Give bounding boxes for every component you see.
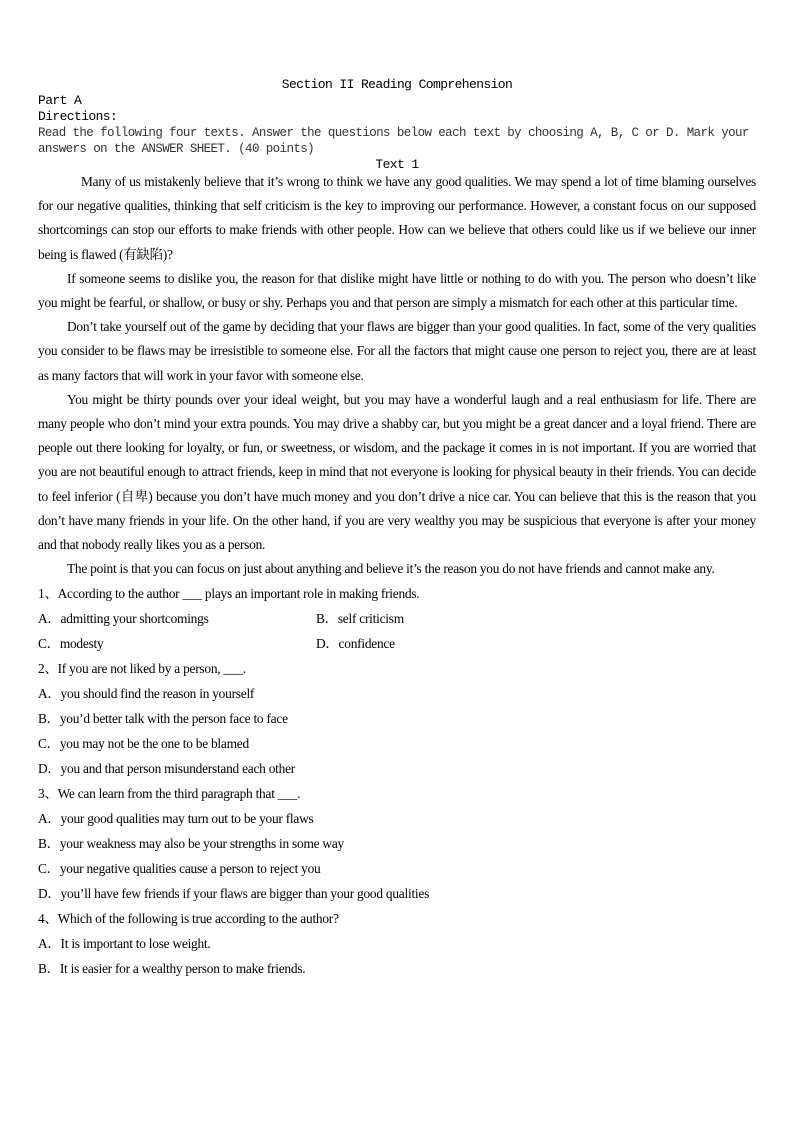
option: B．you’d better talk with the person face to face xyxy=(38,711,288,727)
paragraph: If someone seems to dislike you, the reason for that dislike might have little or nothing to do with you. The person who doesn’t like you might be fearful, or shallow, or busy or shy. Perhaps you and that person are simply a mismatch for each other at this particular time. xyxy=(38,270,756,311)
question-stem: 3、We can learn from the third paragraph that ___. xyxy=(38,786,301,802)
option: A．you should find the reason in yourself xyxy=(38,686,255,702)
document-page xyxy=(38,77,756,981)
part-label: Part A xyxy=(38,93,82,108)
directions-label: Directions: xyxy=(38,109,118,124)
paragraph: The point is that you can focus on just about anything and believe it’s the reason you do not have friends and cannot make any. xyxy=(67,561,715,577)
option: A．It is important to lose weight. xyxy=(38,936,211,952)
option: B．your weakness may also be your strengths in some way xyxy=(38,836,344,852)
text-title: Text 1 xyxy=(375,157,419,172)
option: A．your good qualities may turn out to be your flaws xyxy=(38,811,314,827)
option: C．modesty xyxy=(38,636,104,652)
option: D．you and that person misunderstand each other xyxy=(38,761,295,777)
directions-text: Read the following four texts. Answer the questions below each text by choosing A, B, C or D. Mark your answers on the ANSWER SHEET. (40 points) xyxy=(38,126,749,156)
question-stem: 2、If you are not liked by a person, ___. xyxy=(38,661,246,677)
question-stem: 1、According to the author ___ plays an important role in making friends. xyxy=(38,586,420,602)
option: B．self criticism xyxy=(316,611,404,627)
option: D．confidence xyxy=(316,636,395,652)
paragraph: Don’t take yourself out of the game by deciding that your flaws are bigger than your good qualities. In fact, some of the very qualities you consider to be flaws may be irresistible to someone else. For all the factors that might cause one person to reject you, there are at least as many factors that will work in your favor with someone else. xyxy=(38,319,756,383)
question-stem: 4、Which of the following is true according to the author? xyxy=(38,911,339,927)
option: D．you’ll have few friends if your flaws are bigger than your good qualities xyxy=(38,886,430,902)
option: C．your negative qualities cause a person to reject you xyxy=(38,861,321,877)
option: C．you may not be the one to be blamed xyxy=(38,736,249,752)
option: A．admitting your shortcomings xyxy=(38,611,209,627)
option: B．It is easier for a wealthy person to make friends. xyxy=(38,961,306,977)
paragraph: You might be thirty pounds over your ideal weight, but you may have a wonderful laugh and a real enthusiasm for life. There are many people who don’t mind your extra pounds. You may drive a shabby car, but you might be a great dancer and a loyal friend. There are people out there looking for loyalty, or fun, or sweetness, or wisdom, and the package it comes in is not important. If you are worried that you are not beautiful enough to attract friends, keep in mind that not everyone is looking for physical beauty in their friends. You can decide to feel inferior (自卑) because you don’t have much money and you don’t drive a nice car. You can believe that this is the reason that you don’t have many friends in your life. On the other hand, if you are very wealthy you may be suspicious that everyone is after your money and that nobody really likes you as a person. xyxy=(38,391,756,553)
section-title: Section II Reading Comprehension xyxy=(281,77,513,92)
paragraph: Many of us mistakenly believe that it’s wrong to think we have any good qualities. We may spend a lot of time blaming ourselves for our negative qualities, thinking that self criticism is the key to improving our performance. However, a constant focus on our supposed shortcomings can stop our efforts to make friends with other people. How can we believe that others could like us if we believe our inner being is flawed (有缺陷)? xyxy=(38,174,756,262)
